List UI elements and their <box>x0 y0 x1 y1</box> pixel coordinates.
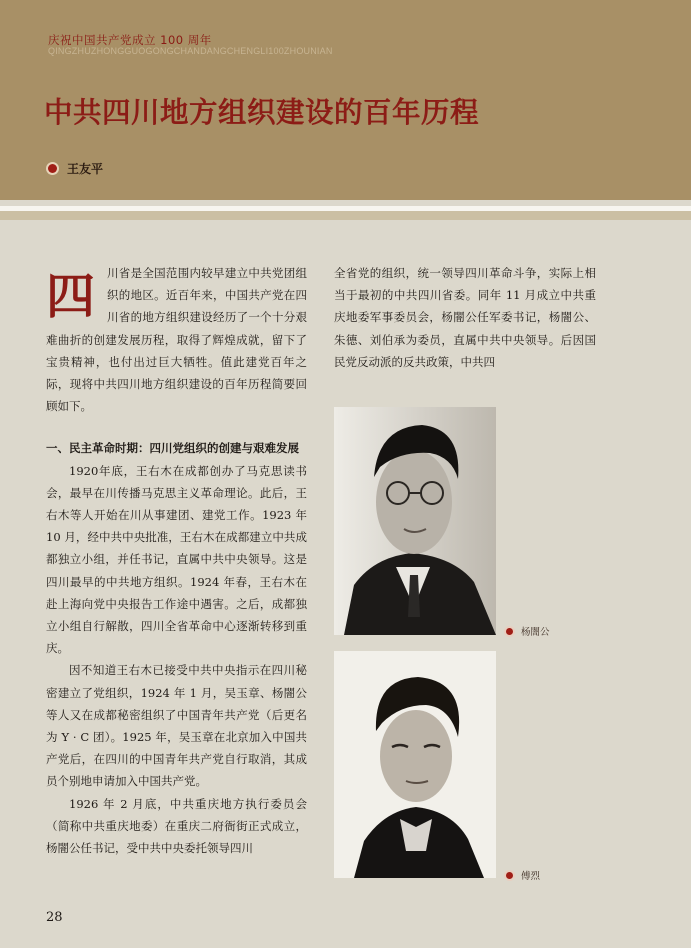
bullet-icon <box>506 628 513 635</box>
header-banner <box>0 0 691 200</box>
kicker-pinyin: QINGZHUZHONGGUOGONGCHANDANGCHENGLI100ZHOUNIAN <box>48 46 333 56</box>
column-right <box>334 262 596 373</box>
body-paragraph-3: 1926 年 2 月底，中共重庆地方执行委员会（简称中共重庆地委）在重庆二府衙街正式成立，杨闇公任书记，受中共中央委托领导四川 <box>46 796 307 856</box>
divider-tan <box>0 211 691 220</box>
intro-paragraph <box>46 262 307 417</box>
bullet-icon <box>48 164 57 173</box>
author-row <box>48 160 103 177</box>
photo-caption-2 <box>506 868 540 882</box>
kicker-text: 庆祝中国共产党成立 100 周年 <box>48 33 212 47</box>
body-paragraph-3-continued: 全省党的组织，统一领导四川革命斗争，实际上相当于最初的中共四川省委。同年 11 月成立中共重庆地委军事委员会，杨闇公任军委书记，杨闇公、朱德、刘伯承为委员，直属中共中央领导。后因国民党反动派的反共政策，中共四 <box>334 266 596 369</box>
photo-caption-1 <box>506 624 550 638</box>
intro-text: 川省是全国范围内较早建立中共党团组织的地区。近百年来，中国共产党在四川省的地方组织建设经历了一个十分艰难曲折的创建发展历程，取得了辉煌成就，留下了宝贵精神，也付出过巨大牺牲。值此建党百年之际，现将中共四川地方组织建设的百年历程简要回顾如下。 <box>46 266 307 414</box>
article-title: 中共四川地方组织建设的百年历程 <box>44 96 480 129</box>
body-paragraph-1: 1920年底，王右木在成都创办了马克思读书会，最早在川传播马克思主义革命理论。此后，王右木等人开始在川从事建团、建党工作。1923 年 10 月，经中共中央批准，王右木在成都建立中共成都独立小组，并任书记，直属中共中央领导。这是四川最早的中共地方组织。1924 年春，王右木在赴上海向党中央报告工作途中遇害。之后，成都独立小组自行解散，四川全省革命中心逐渐转移到重庆。 <box>46 463 307 656</box>
caption-text: 傅烈 <box>521 871 541 882</box>
author-name: 王友平 <box>67 162 104 176</box>
page-number: 28 <box>46 910 63 925</box>
column-left <box>46 262 307 859</box>
portrait-photo-fu <box>334 651 496 878</box>
portrait-photo-icon <box>334 651 496 878</box>
bullet-icon <box>506 872 513 879</box>
drop-cap: 四 <box>46 267 96 325</box>
section-heading: 一、民主革命时期：四川党组织的创建与艰难发展 <box>46 441 299 456</box>
portrait-photo-icon <box>334 407 496 635</box>
body-paragraph-2: 因不知道王右木已接受中共中央指示在四川秘密建立了党组织，1924 年 1 月，吴玉章、杨闇公等人又在成都秘密组织了中国青年共产党（后更名为 Y · C 团）。1925 年，吴玉章在北京加入中国共产党后，在四川的中国青年共产党自行取消，其成员个别地申请加入中国共产党。 <box>46 663 307 789</box>
portrait-photo-yang <box>334 407 496 635</box>
caption-text: 杨闇公 <box>521 627 550 638</box>
